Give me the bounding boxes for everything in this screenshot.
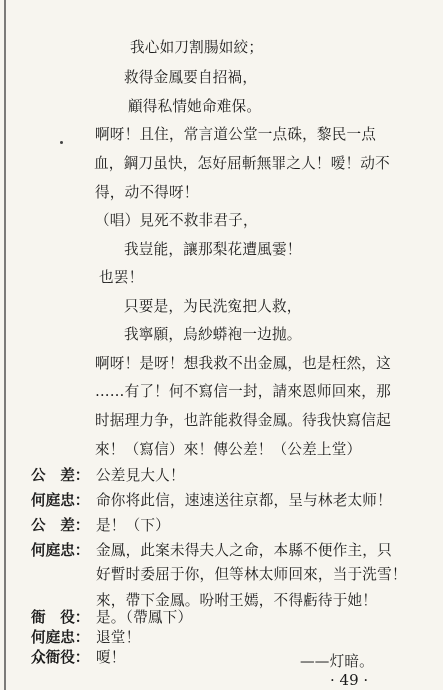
speaker-name: 公 差：	[31, 517, 90, 534]
dialogue-line: 來，帶下金鳳。吩咐王嫣，不得虧待于她！	[96, 592, 378, 609]
page-binding-edge	[4, 0, 6, 690]
sung-line: （唱）見死不救非君子，	[95, 212, 258, 229]
prose-line: 得，动不得呀！	[95, 184, 199, 201]
speaker-name: 何庭忠：	[31, 629, 90, 646]
speaker-name: 何庭忠：	[31, 542, 90, 559]
prose-line: 时据理力争，也許能救得金鳳。待我快寫信起	[95, 412, 391, 429]
prose-line: 啊呀！且住，常言道公堂一点硃，黎民一点	[95, 126, 377, 143]
speaker-name: 衙 役：	[31, 609, 90, 626]
prose-line: 來！（寫信）來！傳公差！（公差上堂）	[95, 441, 362, 458]
prose-line: ……有了！何不寫信一封，請來恩师回來，那	[95, 383, 391, 400]
dialogue-line: 是！（下）	[96, 517, 170, 534]
speaker-name: 公 差：	[31, 467, 90, 484]
speaker-name: 众衙役：	[31, 649, 90, 666]
dialogue-line: 退堂！	[96, 629, 141, 646]
prose-line: 啊呀！是呀！想我救不出金鳳，也是枉然，这	[95, 355, 391, 372]
verse-line: 我豈能，讓那梨花遭風霎！	[124, 241, 302, 258]
prose-line: 血，鋼刀虽快，怎好屈斬無罪之人！嗳！动不	[94, 155, 390, 172]
verse-line: 救得金鳳要自招禍，	[124, 69, 258, 86]
prose-line: 也罢！	[99, 269, 144, 286]
dialogue-line: 好暫时委屈于你，但等林太师回來，当于洗雪！	[96, 566, 407, 583]
dialogue-line: 金鳳，此案未得夫人之命，本縣不便作主，只	[96, 542, 392, 559]
verse-line: 我心如刀割腸如絞；	[130, 39, 264, 56]
page-number: · 49 ·	[330, 671, 369, 689]
verse-line: 我寧願，烏紗蟒袍一边抛。	[124, 326, 302, 343]
dialogue-line: 是。（帶鳳下）	[96, 609, 193, 626]
print-speck	[60, 141, 63, 144]
speaker-name: 何庭忠：	[31, 492, 90, 509]
stage-direction: ——灯暗。	[300, 653, 374, 670]
verse-line: 顧得私情她命难保。	[128, 98, 262, 115]
dialogue-line: 命你将此信，速速送往京都，呈与林老太师！	[96, 492, 392, 509]
dialogue-line: 嗄！	[96, 649, 126, 666]
verse-line: 只要是，为民洗寃把人救，	[124, 298, 302, 315]
dialogue-line: 公差見大人！	[96, 467, 185, 484]
